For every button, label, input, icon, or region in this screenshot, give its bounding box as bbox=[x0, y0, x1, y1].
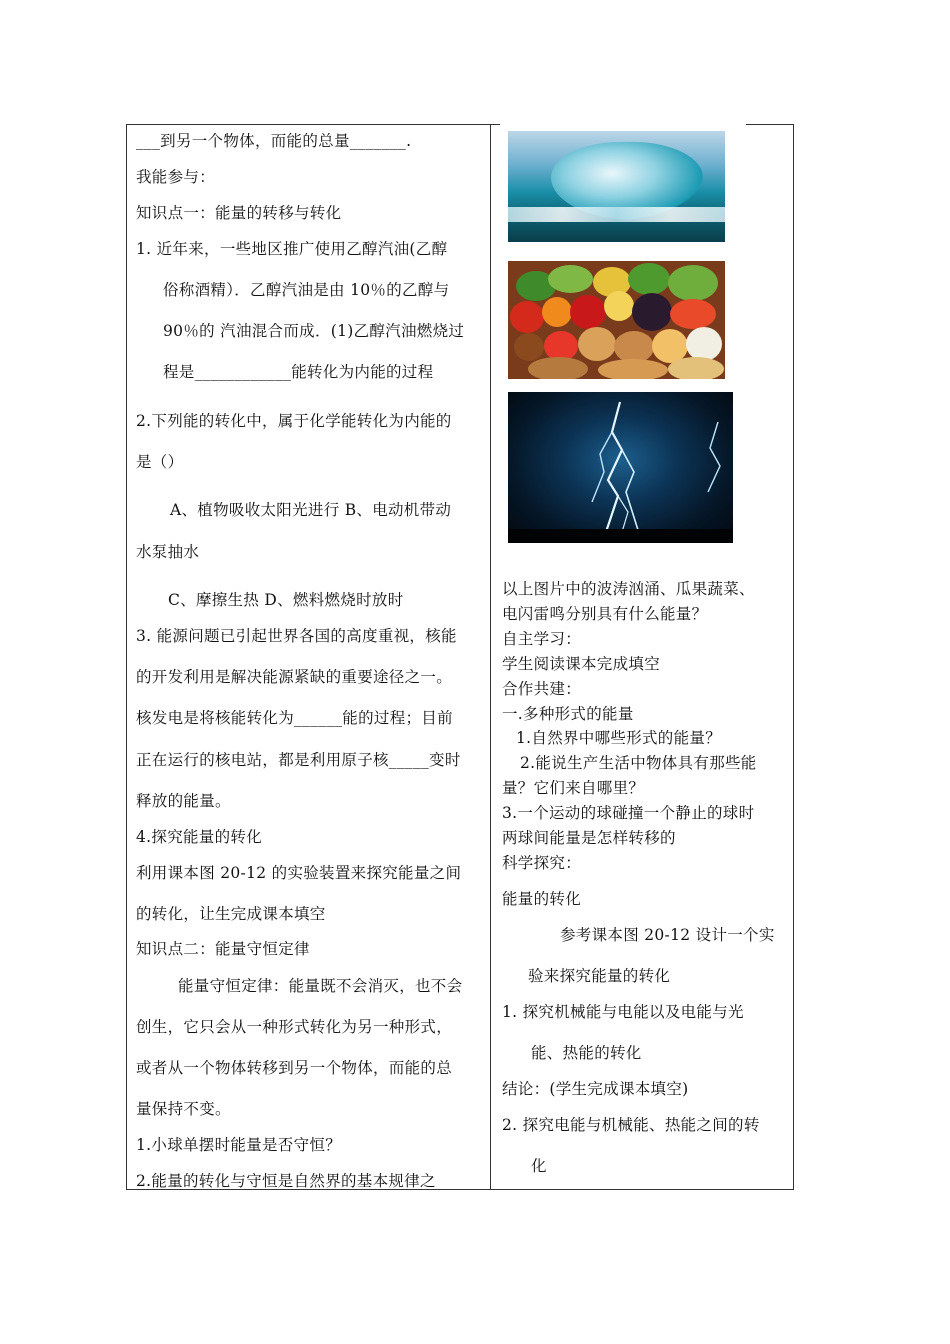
right-line-13: 参考课本图 20-12 设计一个实 bbox=[560, 926, 775, 944]
right-line-19: 化 bbox=[531, 1157, 547, 1175]
lightning-image bbox=[508, 392, 733, 543]
left-line-25: 1.小球单摆时能量是否守恒？ bbox=[136, 1136, 341, 1154]
left-line-19: 的转化，让生完成课本填空 bbox=[136, 905, 326, 923]
left-line-17: 4.探究能量的转化 bbox=[136, 828, 262, 846]
right-line-14: 验来探究能量的转化 bbox=[528, 967, 671, 985]
vegetables-image bbox=[508, 261, 725, 379]
table-top-border-left bbox=[126, 124, 500, 125]
right-line-6: 1.自然界中哪些形式的能量？ bbox=[516, 729, 721, 747]
right-line-7: 2.能说生产生活中物体具有那些能 bbox=[520, 754, 757, 772]
left-line-2: 知识点一：能量的转移与转化 bbox=[136, 204, 342, 222]
left-line-4: 俗称酒精）．乙醇汽油是由 10％的乙醇与 bbox=[163, 281, 450, 299]
right-line-1: 电闪雷鸣分别具有什么能量？ bbox=[502, 605, 708, 623]
left-line-18: 利用课本图 20-12 的实验装置来探究能量之间 bbox=[136, 864, 462, 882]
right-line-0: 以上图片中的波涛汹涌、瓜果蔬菜、 bbox=[502, 580, 755, 598]
left-line-12: 3. 能源问题已引起世界各国的高度重视，核能 bbox=[136, 627, 457, 645]
left-line-13: 的开发利用是解决能源紧缺的重要途径之一。 bbox=[136, 668, 453, 686]
left-line-0: ___到另一个物体，而能的总量_______. bbox=[136, 132, 412, 150]
left-line-14: 核发电是将核能转化为______能的过程；目前 bbox=[136, 709, 453, 727]
left-line-24: 量保持不变。 bbox=[136, 1100, 231, 1118]
left-line-21: 能量守恒定律：能量既不会消灭，也不会 bbox=[178, 977, 463, 995]
right-line-17: 结论：(学生完成课本填空) bbox=[502, 1080, 689, 1098]
right-line-16: 能、热能的转化 bbox=[531, 1044, 642, 1062]
right-line-18: 2. 探究电能与机械能、热能之间的转 bbox=[502, 1116, 760, 1134]
right-line-5: 一.多种形式的能量 bbox=[502, 705, 634, 723]
left-line-7: 2.下列能的转化中，属于化学能转化为内能的 bbox=[136, 412, 452, 430]
ocean-wave-image bbox=[508, 131, 725, 242]
left-line-11: C、摩擦生热 D、燃料燃烧时放时 bbox=[168, 591, 404, 609]
right-line-9: 3.一个运动的球碰撞一个静止的球时 bbox=[502, 804, 755, 822]
right-line-15: 1. 探究机械能与电能以及电能与光 bbox=[502, 1003, 744, 1021]
right-line-8: 量？它们来自哪里？ bbox=[502, 779, 645, 797]
left-line-15: 正在运行的核电站，都是利用原子核_____变时 bbox=[136, 751, 461, 769]
right-line-3: 学生阅读课本完成填空 bbox=[502, 655, 661, 673]
left-line-8: 是（） bbox=[136, 453, 184, 471]
table-top-border-right bbox=[746, 124, 794, 125]
left-line-22: 创生，它只会从一种形式转化为另一种形式， bbox=[136, 1018, 453, 1036]
table-right-border bbox=[793, 124, 794, 1190]
left-line-10: 水泵抽水 bbox=[136, 543, 200, 561]
left-line-5: 90％的 汽油混合而成．(1)乙醇汽油燃烧过 bbox=[163, 322, 465, 340]
right-line-10: 两球间能量是怎样转移的 bbox=[502, 829, 676, 847]
left-line-23: 或者从一个物体转移到另一个物体，而能的总 bbox=[136, 1059, 453, 1077]
left-line-1: 我能参与： bbox=[136, 168, 216, 186]
left-line-16: 释放的能量。 bbox=[136, 792, 231, 810]
table-left-border bbox=[126, 124, 127, 1190]
left-line-3: 1. 近年来，一些地区推广使用乙醇汽油(乙醇 bbox=[136, 240, 448, 258]
right-line-12: 能量的转化 bbox=[502, 890, 582, 908]
left-line-6: 程是____________能转化为内能的过程 bbox=[163, 363, 434, 381]
right-line-2: 自主学习： bbox=[502, 630, 582, 648]
left-line-26: 2.能量的转化与守恒是自然界的基本规律之 bbox=[136, 1172, 436, 1190]
left-line-20: 知识点二：能量守恒定律 bbox=[136, 940, 310, 958]
right-line-4: 合作共建： bbox=[502, 680, 582, 698]
right-line-11: 科学探究： bbox=[502, 854, 582, 872]
table-column-divider bbox=[490, 124, 491, 1190]
left-line-9: A、植物吸收太阳光进行 B、电动机带动 bbox=[170, 501, 452, 519]
